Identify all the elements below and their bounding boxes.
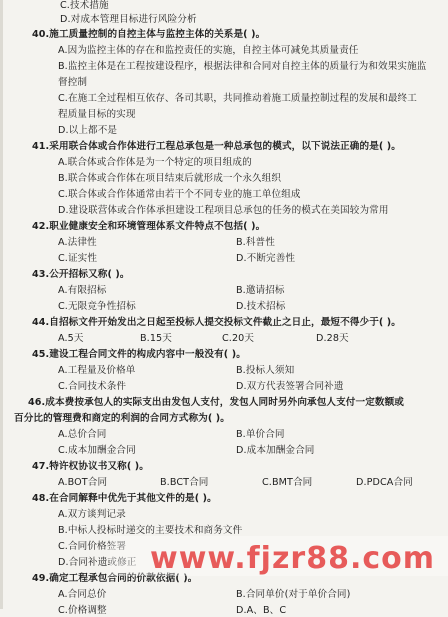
- option-line: C.成本加酬金合同: [58, 445, 136, 456]
- option-line: A.联合体或合作体是为一个特定的项目组成的: [58, 157, 252, 168]
- option-line: D.28天: [316, 333, 349, 344]
- option-line: B.邀请招标: [236, 285, 285, 296]
- question-line: 41.采用联合体或合作体进行工程总承包是一种总承包的模式，以下说法正确的是( )。: [32, 141, 401, 152]
- question-line: 百分比的管理费和商定的利润的合同方式称为( )。: [14, 413, 230, 424]
- option-line: A.工程量及价格单: [58, 365, 136, 376]
- option-line: A.合同总价: [58, 589, 107, 600]
- option-line: C.无限竞争性招标: [58, 301, 136, 312]
- option-line: B.单价合同: [236, 429, 285, 440]
- option-line: C.20天: [222, 333, 255, 344]
- option-line: D.成本加酬金合同: [236, 445, 315, 456]
- option-line: A.BOT合同: [58, 477, 108, 488]
- option-line: B.联合体或合作体在项目结束后就形成一个永久组织: [58, 173, 282, 184]
- option-line: D.PDCA合同: [356, 477, 413, 488]
- option-line: B.科普性: [236, 237, 275, 248]
- option-line: B.15天: [140, 333, 172, 344]
- option-line: D.双方代表签署合同补遗: [236, 381, 344, 392]
- option-line: A.法律性: [58, 237, 97, 248]
- option-line: B.合同单价(对于单价合同): [236, 589, 351, 600]
- option-line: D.不断完善性: [236, 253, 296, 264]
- question-line: 42.职业健康安全和环境管理体系文件特点不包括( )。: [32, 221, 266, 232]
- option-line: D.以上都不是: [58, 125, 118, 136]
- option-line: A.有限招标: [58, 285, 107, 296]
- option-line: C.BMT合同: [262, 477, 313, 488]
- option-line: A.5天: [58, 333, 84, 344]
- question-line: 46.成本费按承包人的实际支出由发包人支付，发包人同时另外向承包人支付一定数额或: [28, 397, 404, 408]
- watermark: www.fjzr88.com: [150, 541, 436, 576]
- option-line: B.投标人须知: [236, 365, 295, 376]
- option-line: D.技术招标: [236, 301, 286, 312]
- option-line: 程质量目标的实现: [58, 109, 136, 120]
- option-line: C.联合体或合作体通常由若干个不同专业的施工单位组成: [58, 189, 301, 200]
- option-line: C.价格调整: [58, 605, 107, 616]
- question-line: 43.公开招标又称( )。: [32, 269, 130, 280]
- option-line: D.A、B、C: [236, 605, 287, 616]
- question-line: 48.在合同解释中优先于其他文件的是( )。: [32, 493, 217, 504]
- option-line: D.合同补遗或修正: [58, 557, 137, 568]
- question-line: 40.施工质量控制的自控主体与监控主体的关系是( )。: [32, 29, 266, 40]
- option-line: A.双方谈判记录: [58, 509, 126, 520]
- question-line: 47.特许权协议书又称( )。: [32, 461, 149, 472]
- option-line: C.在施工全过程相互依存、各司其职，共同推动着施工质量控制过程的发展和最终工: [58, 93, 417, 104]
- option-line: D.建设联营体或合作体承担建设工程项目总承包的任务的模式在美国较为常用: [58, 205, 389, 216]
- option-line: B.监控主体是在工程按建设程序，根据法律和合同对自控主体的质量行为和效果实施监: [58, 61, 427, 72]
- option-line: C.合同技术条件: [58, 381, 127, 392]
- option-line: B.中标人投标时递交的主要技术和商务文件: [58, 525, 243, 536]
- question-line: 44.自招标文件开始发出之日起至投标人提交投标文件截止之日止，最短不得少于( )。: [32, 317, 401, 328]
- option-line: C.技术措施: [60, 0, 109, 11]
- question-line: 45.建设工程合同文件的构成内容中一般没有( )。: [32, 349, 246, 360]
- option-line: 督控制: [58, 77, 88, 88]
- option-line: C.合同价格签署: [58, 541, 127, 552]
- option-line: A.因为监控主体的存在和监控责任的实施，自控主体可减免其质量责任: [58, 45, 359, 56]
- option-line: C.证实性: [58, 253, 98, 264]
- question-line: 49.确定工程承包合同的价款依据( )。: [32, 573, 198, 584]
- option-line: D.对成本管理目标进行风险分析: [60, 14, 197, 25]
- scan-edge: [0, 0, 3, 609]
- option-line: A.总价合同: [58, 429, 107, 440]
- option-line: B.BCT合同: [160, 477, 209, 488]
